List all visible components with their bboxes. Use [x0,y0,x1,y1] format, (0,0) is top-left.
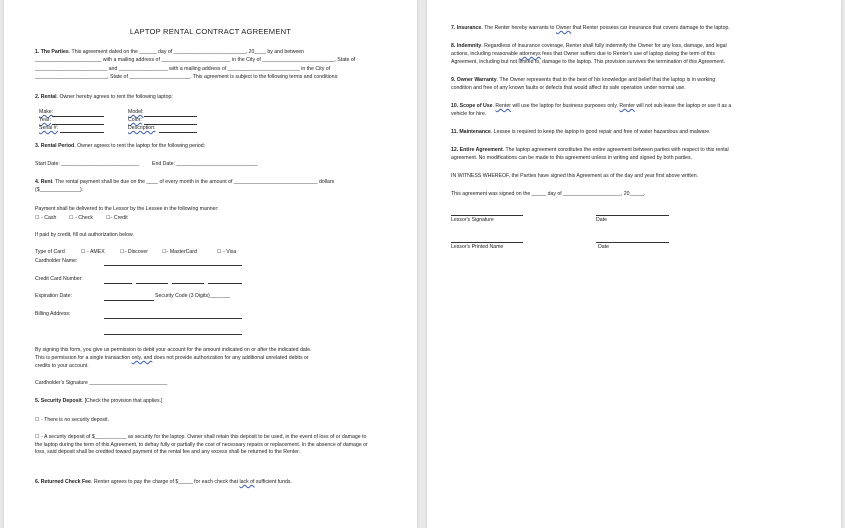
no-deposit-option[interactable]: ☐ - There is no security deposit. [35,417,110,423]
expiration-label: Expiration Date: [35,293,72,299]
deposit-option[interactable]: ☐ - A security deposit of $___________ as security for the laptop. Owner shall retain this deposit to be used, in the event of loss of or damage to the laptop during the term of this Agreement, to defray fully or partially the cost of necessary repairs or replacement. In the absence of damage or loss, said deposit shall be credited toward payment of the rental fee and any excess shall be returned to the Renter. [35,434,368,455]
date-label-1: Date [596,217,607,223]
credit-instructions: If paid by credit, fill out authorization below. [35,232,134,238]
section-parties-line1 [35,49,304,57]
color-label: Color: [128,117,142,123]
authorization-text-1: By signing this form, you give us permission to debit your account for the amount indicated on or after the indicated date. [35,347,312,353]
rental-text: . Owner hereby agrees to rent the following laptop: [56,94,173,100]
discover-option[interactable]: ☐- Discover [120,249,148,255]
expiration-line [104,300,154,301]
credit-option[interactable]: ☐- Credit [106,215,128,221]
date-label-2: Date [598,244,609,250]
heading-insurance: 7. Insurance [451,25,482,31]
section-rental [35,94,173,102]
heading-owner-warranty: 9. Owner Warranty [451,77,497,83]
card-number-line-1 [104,283,132,284]
lessor-signature-label: Lessor's Signature [451,217,494,223]
document-page-left [4,0,417,528]
section-security-deposit [35,398,162,406]
heading-scope-of-use: 10. Scope of Use [451,103,493,109]
card-number-line-2 [136,283,168,284]
cash-option[interactable]: ☐ - Cash [35,215,57,221]
payment-delivered: Payment shall be delivered to the Lessor by the Lessee in the following manner: [35,206,219,212]
type-of-card-label: Type of Card [35,249,65,255]
date-line-1 [596,215,669,216]
authorization-text-2: This is permission for a single transaction only, and does not provide authorization for any additional unrelated debits or [35,355,309,361]
section-scope-of-use: 10. Scope of Use. Renter will use the laptop for business purposes only. Renter will not sub lease the laptop or use it as a [451,103,732,109]
mastercard-option[interactable]: ☐- MasterCard [162,249,197,255]
model-label: Model: [128,109,144,115]
deposit-text: . [Check the provision that applies.] [81,398,163,404]
signed-on-text: This agreement was signed on the _____ day of ____________________, 20_____. [451,191,646,197]
heading-rental: 2. Rental [35,94,57,100]
returned-text: . Renter agrees to pay the charge of $_____ for each check that [90,479,239,485]
card-number-line-3 [172,283,204,284]
amex-option[interactable]: ☐ - AMEX [81,249,105,255]
billing-address-label: Billing Address: [35,311,71,317]
security-code-label: Security Code (3 Digits)_______ [155,293,230,299]
parties-text-2: _______________________ with a mailing address of ________________________ in the City of _________________________, State of [35,57,356,63]
date-line-2 [596,242,669,243]
cardholder-signature: Cardholder's Signature ___________________________ [35,380,168,386]
witness-text: IN WITNESS WHEREOF, the Parties have signed this Agreement as of the day and year first above written. [451,173,699,179]
lessor-printed-name-line [451,242,523,243]
cardholder-name-label: Cardholder Name: [35,258,78,264]
heading-rent: 4. Rent [35,179,53,185]
rent-text-2: ($______________). [35,187,84,193]
heading-entire-agreement: 12. Entire Agreement [451,147,503,153]
make-label: Make: [39,109,54,115]
heading-indemnity: 8. Indemnity [451,43,482,49]
heading-returned-check: 6. Returned Check Fee [35,479,91,485]
heading-parties: 1. The Parties [35,49,69,55]
document-page-right [427,0,841,528]
billing-address-line-2 [104,334,242,335]
section-owner-warranty: 9. Owner Warranty. The Owner represents that to the best of his knowledge and belief that the laptop is in working [451,77,716,83]
entire-text-2: agreement. No modifications can be made to this agreement unless in writing and signed by both parties. [451,155,693,161]
indemnity-text-2: actions, including reasonable attorneys fees that Owner suffers due to Renter's use of laptop during the term of this [451,51,715,57]
scope-text-2: vehicle for hire. [451,111,487,117]
period-text: . Owner agrees to rent the laptop for the following period: [74,143,206,149]
section-indemnity: 8. Indemnity. Regardless of insurance coverage, Renter shall fully indemnify the Owner for any loss, damage, and legal [451,43,727,49]
serial-line [60,132,104,133]
serial-label: Serial #: [39,125,59,131]
card-number-label: Credit Card Number: [35,276,83,282]
parties-text-4: _________________________, State of _____________________. This agreement is subject to the following terms and conditions: [35,74,339,80]
check-option[interactable]: ☐ - Check [69,215,93,221]
parties-text-3: _________________________ and _________________ with a mailing address of _________________________ in the City of [35,66,331,72]
heading-maintenance: 11. Maintenance [451,129,491,135]
cardholder-name-line [104,265,242,266]
rent-text-1: . The rental payment shall be due on the ____ of every month in the amount of _____________________________ dollars [52,179,335,185]
warranty-text-2: condition and free of any known faults or defects that would affect its safe operation under normal use. [451,85,686,91]
end-date: End Date: ____________________________ [152,161,258,167]
model-line [144,116,197,117]
section-rental-period [35,143,205,151]
year-label: Year: [39,117,51,123]
description-label: Description: [128,125,156,131]
section-entire-agreement: 12. Entire Agreement. The laptop agreement constitutes the entire agreement between parties with respect to this rental [451,147,729,153]
authorization-text-3: credits to your account. [35,363,89,369]
parties-text-1: . This agreement dated on the ______ day of _________________________, 20____ by and between [68,49,305,55]
section-maintenance: 11. Maintenance. Lessee is required to keep the laptop in good repair and free of water hazardous and malware. [451,129,711,135]
heading-security-deposit: 5. Security Deposit [35,398,82,404]
indemnity-text-3: Agreement, including but not limited to, damage to the laptop. This provision survives the termination of this Agreement. [451,59,726,65]
visa-option[interactable]: ☐ - Visa [217,249,237,255]
section-returned-check: 6. Returned Check Fee. Renter agrees to pay the charge of $_____ for each check that lack of sufficient funds. [35,479,292,485]
billing-address-line-1 [104,318,242,319]
section-rent [35,179,334,187]
heading-rental-period: 3. Rental Period [35,143,75,149]
year-line [52,124,104,125]
section-insurance: 7. Insurance. The Renter hereby warrants to Owner that Renter possess car insurance that covers damage to the laptop. [451,25,730,31]
page-title: LAPTOP RENTAL CONTRACT AGREEMENT [129,27,292,36]
start-date: Start Date: ___________________________ [35,161,140,167]
description-line [159,132,197,133]
lessor-printed-name-label: Lessor's Printed Name [451,244,504,250]
card-number-line-4 [208,283,242,284]
lessor-signature-line [451,215,523,216]
make-line [52,116,104,117]
